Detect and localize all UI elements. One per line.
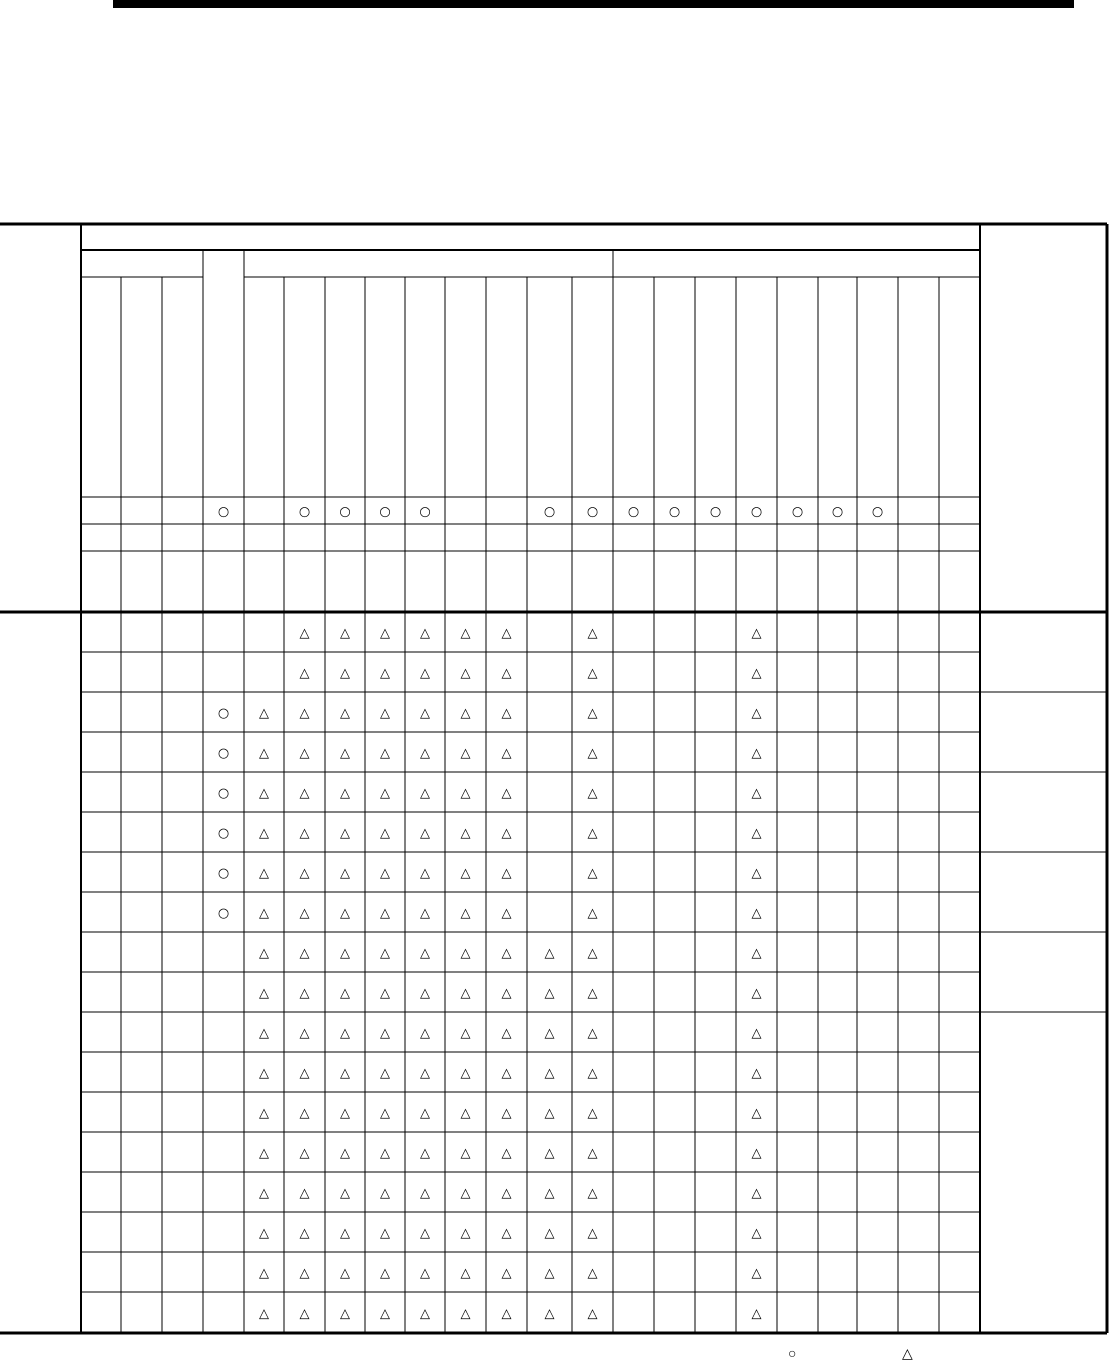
body-mark-cell: △ — [420, 946, 430, 961]
header-mark-cell: ○ — [750, 504, 763, 520]
body-mark-cell: △ — [587, 786, 598, 801]
legend-circle-mark: ○ — [788, 1345, 797, 1361]
body-mark-cell: △ — [380, 1186, 390, 1201]
body-mark-cell: △ — [259, 826, 269, 841]
body-mark-cell: △ — [587, 1306, 598, 1322]
body-mark-cell: △ — [420, 866, 430, 881]
body-mark-cell: △ — [259, 1066, 269, 1081]
body-mark-cell: △ — [299, 1026, 310, 1041]
body-mark-cell: △ — [460, 1226, 471, 1241]
body-mark-cell: △ — [587, 826, 598, 841]
body-mark-cell: △ — [259, 706, 269, 721]
body-mark-cell: △ — [259, 1226, 269, 1241]
body-mark-cell: △ — [544, 1026, 555, 1041]
body-mark-cell: △ — [420, 786, 430, 801]
header-mark-cell: ○ — [831, 504, 844, 520]
body-mark-cell: △ — [340, 866, 350, 881]
body-mark-cell: △ — [340, 1306, 350, 1322]
body-mark-cell: △ — [380, 946, 390, 961]
body-mark-cell: △ — [751, 826, 762, 841]
body-mark-cell: △ — [544, 1226, 555, 1241]
body-mark-cell: △ — [460, 746, 471, 761]
body-mark-cell: △ — [544, 1266, 555, 1281]
body-mark-cell: △ — [501, 1106, 512, 1121]
body-mark-cell: △ — [420, 1226, 430, 1241]
body-mark-cell: △ — [259, 1026, 269, 1041]
body-mark-cell: △ — [420, 1146, 430, 1161]
body-mark-cell: △ — [420, 1066, 430, 1081]
body-mark-cell: △ — [460, 706, 471, 721]
body-mark-cell: △ — [501, 906, 512, 921]
body-mark-cell: △ — [587, 946, 598, 961]
body-mark-cell: △ — [587, 1266, 598, 1281]
body-mark-cell: △ — [420, 1026, 430, 1041]
body-mark-cell: △ — [380, 1306, 390, 1322]
body-mark-cell: △ — [501, 706, 512, 721]
body-mark-cell: △ — [259, 946, 269, 961]
body-mark-cell: △ — [299, 826, 310, 841]
body-mark-cell: △ — [501, 986, 512, 1001]
body-mark-cell: △ — [299, 1226, 310, 1241]
body-mark-cell: △ — [340, 706, 350, 721]
body-mark-cell: △ — [751, 906, 762, 921]
body-mark-cell: △ — [501, 1026, 512, 1041]
body-mark-cell: △ — [587, 1066, 598, 1081]
body-mark-cell: △ — [751, 986, 762, 1001]
body-mark-cell: ○ — [217, 866, 230, 881]
body-mark-cell: △ — [587, 1026, 598, 1041]
body-mark-cell: △ — [544, 1186, 555, 1201]
body-mark-cell: △ — [380, 866, 390, 881]
body-mark-cell: △ — [751, 706, 762, 721]
header-mark-cell: ○ — [791, 504, 804, 520]
body-mark-cell: △ — [751, 666, 762, 681]
body-mark-cell: △ — [587, 626, 598, 641]
body-mark-cell: △ — [259, 1266, 269, 1281]
body-mark-cell: △ — [340, 1066, 350, 1081]
body-mark-cell: △ — [299, 986, 310, 1001]
body-mark-cell: △ — [380, 1066, 390, 1081]
body-mark-cell: △ — [751, 1146, 762, 1161]
body-mark-cell: △ — [299, 1106, 310, 1121]
body-mark-cell: △ — [587, 906, 598, 921]
body-mark-cell: △ — [587, 986, 598, 1001]
body-mark-cell: △ — [259, 906, 269, 921]
body-mark-cell: △ — [751, 1266, 762, 1281]
body-mark-cell: △ — [299, 1146, 310, 1161]
body-mark-cell: ○ — [217, 826, 230, 841]
body-mark-cell: △ — [380, 666, 390, 681]
body-mark-cell: △ — [587, 706, 598, 721]
body-mark-cell: △ — [501, 1066, 512, 1081]
body-mark-cell: △ — [587, 1186, 598, 1201]
body-mark-cell: △ — [501, 746, 512, 761]
body-mark-cell: △ — [460, 1066, 471, 1081]
body-mark-cell: △ — [420, 1106, 430, 1121]
body-mark-cell: △ — [587, 1106, 598, 1121]
body-mark-cell: △ — [751, 946, 762, 961]
body-mark-cell: △ — [587, 746, 598, 761]
body-mark-cell: △ — [501, 1186, 512, 1201]
body-mark-cell: △ — [751, 1066, 762, 1081]
header-mark-cell: ○ — [709, 504, 722, 520]
body-mark-cell: △ — [340, 786, 350, 801]
body-mark-cell: △ — [460, 866, 471, 881]
body-mark-cell: △ — [340, 1146, 350, 1161]
body-mark-cell: △ — [259, 1186, 269, 1201]
body-mark-cell: △ — [299, 866, 310, 881]
body-mark-cell: △ — [259, 786, 269, 801]
body-mark-cell: △ — [460, 1106, 471, 1121]
body-mark-cell: △ — [544, 1306, 555, 1322]
body-mark-cell: △ — [380, 1146, 390, 1161]
header-mark-cell: ○ — [379, 504, 391, 520]
body-mark-cell: △ — [587, 866, 598, 881]
body-mark-cell: △ — [587, 666, 598, 681]
body-mark-cell: △ — [544, 946, 555, 961]
body-mark-cell: △ — [299, 1266, 310, 1281]
body-mark-cell: △ — [340, 946, 350, 961]
header-mark-cell: ○ — [217, 504, 230, 520]
body-mark-cell: △ — [460, 1026, 471, 1041]
body-mark-cell: △ — [751, 1186, 762, 1201]
body-mark-cell: △ — [299, 626, 310, 641]
body-mark-cell: △ — [380, 706, 390, 721]
body-mark-cell: △ — [751, 1026, 762, 1041]
body-mark-cell: △ — [460, 1186, 471, 1201]
header-mark-cell: ○ — [871, 504, 884, 520]
body-mark-cell: △ — [299, 946, 310, 961]
header-mark-cell: ○ — [339, 504, 351, 520]
body-mark-cell: △ — [340, 1026, 350, 1041]
body-mark-cell: △ — [420, 1186, 430, 1201]
body-mark-cell: △ — [501, 1266, 512, 1281]
body-mark-cell: △ — [501, 1306, 512, 1322]
body-mark-cell: △ — [460, 666, 471, 681]
body-mark-cell: △ — [299, 666, 310, 681]
body-mark-cell: △ — [751, 1226, 762, 1241]
body-mark-cell: △ — [751, 746, 762, 761]
body-mark-cell: △ — [259, 1146, 269, 1161]
body-mark-cell: △ — [299, 1186, 310, 1201]
body-mark-cell: △ — [751, 866, 762, 881]
body-mark-cell: △ — [299, 786, 310, 801]
body-mark-cell: △ — [259, 746, 269, 761]
body-mark-cell: △ — [460, 1146, 471, 1161]
legend — [0, 1346, 1109, 1361]
body-mark-cell: △ — [340, 666, 350, 681]
body-mark-cell: △ — [380, 826, 390, 841]
legend-triangle-mark: △ — [902, 1345, 913, 1361]
body-mark-cell: △ — [544, 986, 555, 1001]
body-mark-cell: △ — [501, 946, 512, 961]
header-mark-cell: ○ — [543, 504, 556, 520]
body-mark-cell: △ — [544, 1106, 555, 1121]
body-mark-cell: △ — [299, 906, 310, 921]
body-mark-cell: △ — [340, 1266, 350, 1281]
body-mark-cell: △ — [420, 826, 430, 841]
body-mark-cell: △ — [299, 706, 310, 721]
body-mark-cell: △ — [587, 1226, 598, 1241]
body-mark-cell: △ — [380, 906, 390, 921]
body-mark-cell: △ — [460, 1266, 471, 1281]
body-mark-cell: ○ — [217, 786, 230, 801]
header-mark-cell: ○ — [586, 504, 599, 520]
header-mark-cell: ○ — [419, 504, 431, 520]
body-mark-cell: △ — [380, 626, 390, 641]
body-mark-cell: △ — [501, 666, 512, 681]
body-mark-cell: △ — [380, 1266, 390, 1281]
body-mark-cell: △ — [340, 1106, 350, 1121]
body-mark-cell: △ — [340, 1186, 350, 1201]
body-mark-cell: △ — [460, 786, 471, 801]
body-mark-cell: △ — [501, 1226, 512, 1241]
body-mark-cell: △ — [460, 986, 471, 1001]
header-mark-cell: ○ — [627, 504, 640, 520]
body-mark-cell: △ — [299, 1306, 310, 1322]
body-mark-cell: △ — [420, 626, 430, 641]
body-mark-cell: △ — [460, 946, 471, 961]
body-mark-cell: △ — [460, 626, 471, 641]
body-mark-cell: △ — [340, 626, 350, 641]
body-mark-cell: △ — [460, 1306, 471, 1322]
body-mark-cell: △ — [751, 1306, 762, 1322]
body-mark-cell: △ — [380, 1106, 390, 1121]
body-mark-cell: △ — [420, 666, 430, 681]
body-mark-cell: △ — [544, 1146, 555, 1161]
body-mark-cell: △ — [380, 986, 390, 1001]
body-mark-cell: △ — [501, 786, 512, 801]
body-mark-cell: △ — [751, 1106, 762, 1121]
body-mark-cell: ○ — [217, 746, 230, 761]
body-mark-cell: ○ — [217, 906, 230, 921]
body-mark-cell: △ — [501, 826, 512, 841]
body-mark-cell: △ — [420, 1306, 430, 1322]
body-mark-cell: △ — [340, 986, 350, 1001]
body-mark-cell: △ — [259, 1306, 269, 1322]
body-mark-cell: ○ — [217, 706, 230, 721]
body-mark-cell: △ — [420, 746, 430, 761]
body-mark-cell: △ — [259, 866, 269, 881]
body-mark-cell: △ — [544, 1066, 555, 1081]
body-mark-cell: △ — [420, 706, 430, 721]
body-mark-cell: △ — [420, 986, 430, 1001]
header-mark-cell: ○ — [668, 504, 681, 520]
body-mark-cell: △ — [340, 826, 350, 841]
body-mark-cell: △ — [380, 786, 390, 801]
body-mark-cell: △ — [501, 866, 512, 881]
body-mark-cell: △ — [299, 746, 310, 761]
body-mark-cell: △ — [259, 1106, 269, 1121]
body-mark-cell: △ — [460, 906, 471, 921]
body-mark-cell: △ — [501, 1146, 512, 1161]
body-mark-cell: △ — [501, 626, 512, 641]
body-mark-cell: △ — [299, 1066, 310, 1081]
body-mark-cell: △ — [380, 1026, 390, 1041]
body-mark-cell: △ — [420, 1266, 430, 1281]
body-mark-cell: △ — [420, 906, 430, 921]
header-mark-cell: ○ — [298, 504, 311, 520]
body-mark-cell: △ — [380, 1226, 390, 1241]
body-mark-cell: △ — [751, 786, 762, 801]
body-mark-cell: △ — [587, 1146, 598, 1161]
body-mark-cell: △ — [460, 826, 471, 841]
body-mark-cell: △ — [259, 986, 269, 1001]
body-mark-cell: △ — [751, 626, 762, 641]
body-mark-cell: △ — [340, 1226, 350, 1241]
body-mark-cell: △ — [340, 746, 350, 761]
body-mark-cell: △ — [380, 746, 390, 761]
body-mark-cell: △ — [340, 906, 350, 921]
